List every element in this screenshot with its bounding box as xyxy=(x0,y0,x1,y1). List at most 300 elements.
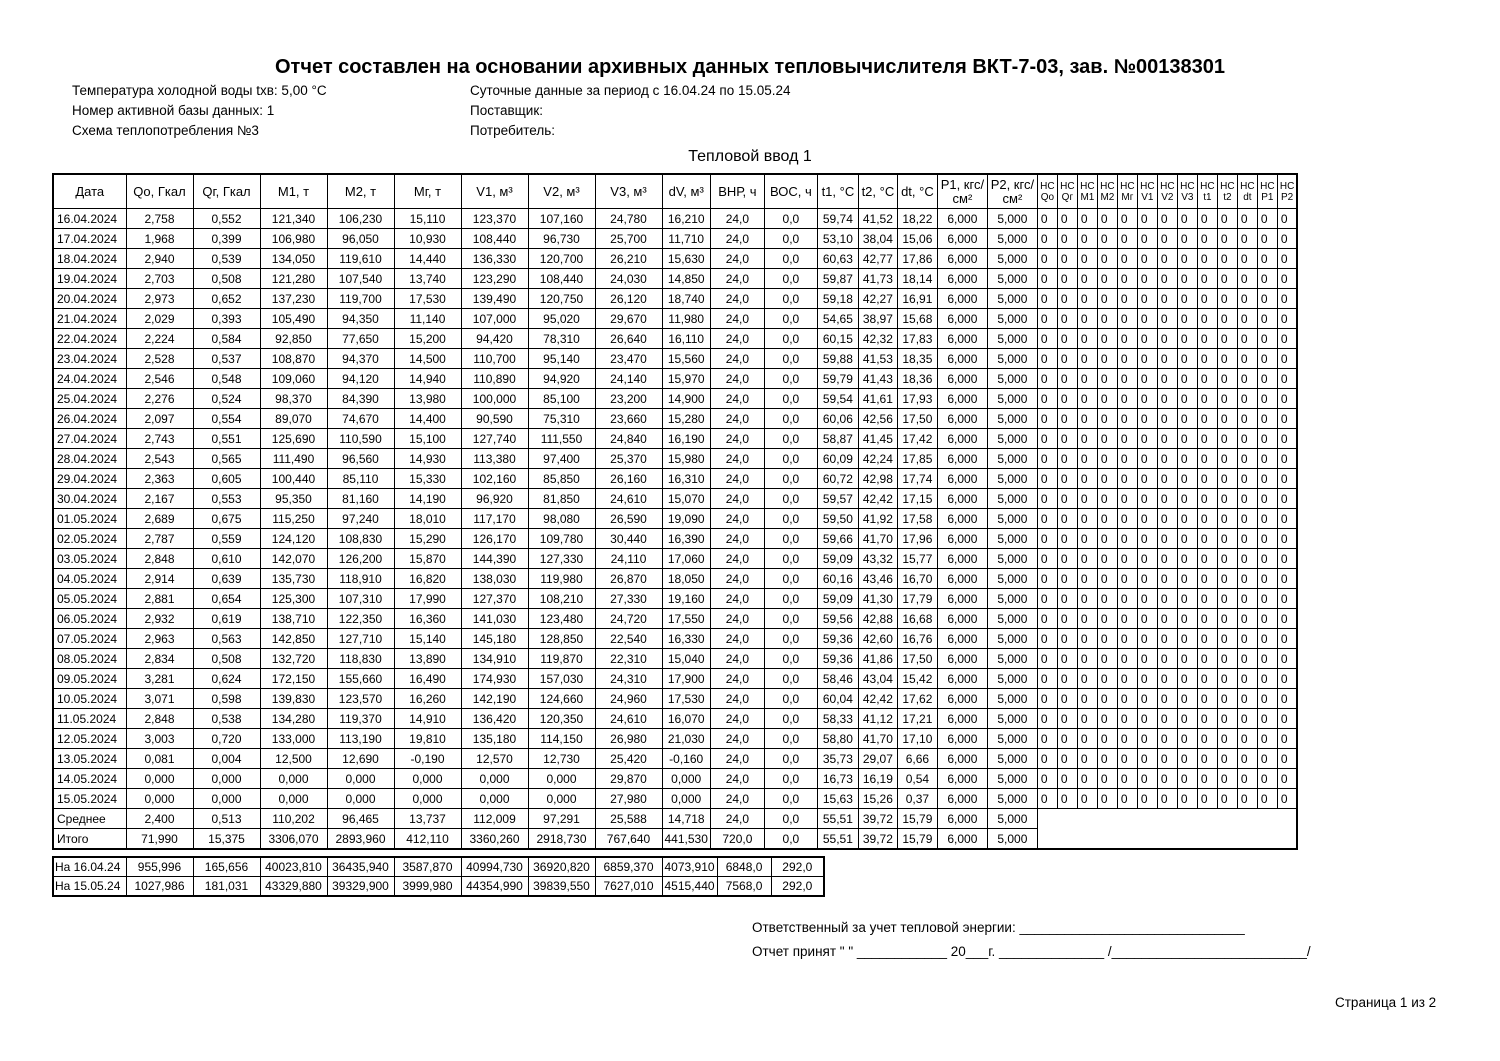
table-cell: 0 xyxy=(1177,589,1197,609)
table-cell: 15,200 xyxy=(394,329,461,349)
table-cell: 26.04.2024 xyxy=(53,409,126,429)
table-cell: 0 xyxy=(1197,289,1217,309)
table-cell: 0 xyxy=(1057,249,1077,269)
table-cell: 84,390 xyxy=(327,389,394,409)
table-cell: 0 xyxy=(1057,309,1077,329)
table-cell: 0 xyxy=(1217,429,1237,449)
table-cell: 0 xyxy=(1277,249,1297,269)
table-cell: 107,310 xyxy=(327,589,394,609)
table-row xyxy=(53,349,1297,369)
table-cell: 0 xyxy=(1237,349,1257,369)
table-cell: 2,940 xyxy=(126,249,193,269)
table-cell: 5,000 xyxy=(987,689,1037,709)
table-cell: 23,200 xyxy=(595,389,662,409)
table-cell: 0 xyxy=(1177,369,1197,389)
table-cell: 35,73 xyxy=(817,749,858,769)
table-cell: 0 xyxy=(1257,749,1277,769)
table-cell: 0 xyxy=(1157,409,1177,429)
table-cell: 100,440 xyxy=(260,469,327,489)
table-row xyxy=(53,269,1297,289)
table-cell: 74,670 xyxy=(327,409,394,429)
table-cell: 109,780 xyxy=(528,529,595,549)
table-cell: 0 xyxy=(1137,449,1157,469)
table-cell: 0 xyxy=(1237,709,1257,729)
table-cell: 6,000 xyxy=(937,249,987,269)
table-cell: 11,980 xyxy=(662,309,710,329)
table-cell: 18,050 xyxy=(662,569,710,589)
report-accepted-line: Отчет принят " " ____________ 20___г. ______________ /__________________________/ xyxy=(752,944,1311,959)
table-cell: 0,553 xyxy=(193,489,260,509)
table-cell: 17,42 xyxy=(897,429,937,449)
column-header: ВОС, ч xyxy=(764,174,817,209)
table-cell: 29.04.2024 xyxy=(53,469,126,489)
column-header: НС dt xyxy=(1237,174,1257,209)
table-cell: 17,62 xyxy=(897,689,937,709)
table-row xyxy=(53,549,1297,569)
table-cell: 24,0 xyxy=(710,529,764,549)
table-cell: 0 xyxy=(1117,549,1137,569)
table-cell: 6,000 xyxy=(937,569,987,589)
table-cell: 41,92 xyxy=(858,509,897,529)
table-cell: 165,656 xyxy=(193,857,260,877)
table-cell: 42,77 xyxy=(858,249,897,269)
table-row xyxy=(53,309,1297,329)
table-cell: 0 xyxy=(1237,289,1257,309)
table-cell: 24,0 xyxy=(710,449,764,469)
table-cell: 0 xyxy=(1177,309,1197,329)
table-cell: 0 xyxy=(1197,569,1217,589)
table-cell: 42,56 xyxy=(858,409,897,429)
table-row xyxy=(53,669,1297,689)
table-cell: 42,24 xyxy=(858,449,897,469)
table-cell: 135,730 xyxy=(260,569,327,589)
column-header: P1, кгс/см² xyxy=(937,174,987,209)
table-cell: 0 xyxy=(1237,309,1257,329)
table-cell: 41,43 xyxy=(858,369,897,389)
table-cell: 0 xyxy=(1097,749,1117,769)
table-cell: 15,330 xyxy=(394,469,461,489)
table-cell: 6,000 xyxy=(937,269,987,289)
table-cell: 5,000 xyxy=(987,729,1037,749)
table-cell: 0 xyxy=(1097,249,1117,269)
table-cell: 0 xyxy=(1157,729,1177,749)
table-cell: 0 xyxy=(1077,549,1097,569)
table-cell: 24,840 xyxy=(595,429,662,449)
totalizer-body xyxy=(53,857,824,896)
table-cell: 0 xyxy=(1037,769,1057,789)
table-cell: 0 xyxy=(1277,429,1297,449)
table-cell: 0 xyxy=(1037,749,1057,769)
table-cell: 0 xyxy=(1197,509,1217,529)
table-cell: 0,000 xyxy=(260,769,327,789)
table-cell: 0,554 xyxy=(193,409,260,429)
table-cell: 0 xyxy=(1137,309,1157,329)
table-cell: 0 xyxy=(1137,549,1157,569)
table-cell: 0 xyxy=(1117,349,1137,369)
table-cell: 16,19 xyxy=(858,769,897,789)
table-cell: 92,850 xyxy=(260,329,327,349)
table-cell: 0 xyxy=(1037,629,1057,649)
table-cell: 0 xyxy=(1277,229,1297,249)
column-header: Qг, Гкал xyxy=(193,174,260,209)
consumption-scheme: Схема теплопотребления №3 xyxy=(72,123,259,138)
table-cell: 0 xyxy=(1057,689,1077,709)
table-cell: 22,310 xyxy=(595,649,662,669)
table-cell: 155,660 xyxy=(327,669,394,689)
table-cell: 0 xyxy=(1217,349,1237,369)
table-cell: 15,77 xyxy=(897,549,937,569)
table-cell: 0 xyxy=(1277,449,1297,469)
table-cell: 0 xyxy=(1057,649,1077,669)
table-cell: 123,290 xyxy=(461,269,528,289)
table-cell: 59,88 xyxy=(817,349,858,369)
table-cell: 3,003 xyxy=(126,729,193,749)
table-cell: 127,370 xyxy=(461,589,528,609)
table-cell: 16,820 xyxy=(394,569,461,589)
table-cell: 5,000 xyxy=(987,669,1037,689)
table-cell: 0,0 xyxy=(764,789,817,809)
table-cell: 0 xyxy=(1077,629,1097,649)
table-cell: 132,720 xyxy=(260,649,327,669)
table-cell: 0 xyxy=(1077,489,1097,509)
table-cell: 13.05.2024 xyxy=(53,749,126,769)
table-cell: 60,06 xyxy=(817,409,858,429)
table-cell: 42,98 xyxy=(858,469,897,489)
table-cell: 0 xyxy=(1137,629,1157,649)
table-cell: 21.04.2024 xyxy=(53,309,126,329)
table-cell: 0 xyxy=(1257,589,1277,609)
table-cell: 0 xyxy=(1277,289,1297,309)
table-cell: 0 xyxy=(1117,209,1137,229)
table-cell: 0,000 xyxy=(394,769,461,789)
table-cell: 60,04 xyxy=(817,689,858,709)
table-cell: 0 xyxy=(1237,589,1257,609)
table-cell: 0 xyxy=(1257,269,1277,289)
table-cell: 16,310 xyxy=(662,469,710,489)
table-cell: 0 xyxy=(1057,409,1077,429)
table-cell: 16,210 xyxy=(662,209,710,229)
table-cell: 14,910 xyxy=(394,709,461,729)
table-cell: На 16.04.24 xyxy=(53,857,126,877)
table-cell: 43329,880 xyxy=(260,877,327,897)
table-cell: 94,350 xyxy=(327,309,394,329)
table-cell: 0 xyxy=(1237,649,1257,669)
table-cell: 0,0 xyxy=(764,369,817,389)
table-cell: 16,190 xyxy=(662,429,710,449)
table-cell: 0 xyxy=(1037,329,1057,349)
table-cell: 0 xyxy=(1197,229,1217,249)
table-cell: 24,0 xyxy=(710,289,764,309)
table-cell: 03.05.2024 xyxy=(53,549,126,569)
table-cell: 41,30 xyxy=(858,589,897,609)
table-cell: На 15.05.24 xyxy=(53,877,126,897)
table-cell: 0 xyxy=(1117,729,1137,749)
column-header: P2, кгс/см² xyxy=(987,174,1037,209)
table-cell: 30,440 xyxy=(595,529,662,549)
table-cell: 90,590 xyxy=(461,409,528,429)
table-cell: 13,740 xyxy=(394,269,461,289)
table-cell: 0,54 xyxy=(897,769,937,789)
table-cell: 24,0 xyxy=(710,489,764,509)
table-header-row xyxy=(53,174,1297,209)
table-cell: 0 xyxy=(1057,369,1077,389)
table-cell: 0,0 xyxy=(764,529,817,549)
table-cell: 0 xyxy=(1217,329,1237,349)
table-cell: 0,0 xyxy=(764,409,817,429)
table-cell: 0 xyxy=(1257,329,1277,349)
table-row xyxy=(53,369,1297,389)
table-cell: 15,79 xyxy=(897,809,937,829)
table-cell: 6,000 xyxy=(937,209,987,229)
table-cell: 24,030 xyxy=(595,269,662,289)
table-cell: 0 xyxy=(1257,449,1277,469)
table-cell: 58,33 xyxy=(817,709,858,729)
table-cell: 94,120 xyxy=(327,369,394,389)
table-cell: 106,980 xyxy=(260,229,327,249)
table-cell: 0 xyxy=(1237,669,1257,689)
table-cell: 0 xyxy=(1097,629,1117,649)
table-cell: 0 xyxy=(1057,769,1077,789)
table-cell: 0 xyxy=(1097,609,1117,629)
table-cell: 119,700 xyxy=(327,289,394,309)
table-cell: 0,000 xyxy=(126,789,193,809)
table-cell: 125,300 xyxy=(260,589,327,609)
table-cell: 955,996 xyxy=(126,857,193,877)
table-cell: 0 xyxy=(1117,629,1137,649)
table-cell: 2,167 xyxy=(126,489,193,509)
empty-cell xyxy=(1097,829,1117,850)
table-cell: 3,071 xyxy=(126,689,193,709)
table-cell: 25.04.2024 xyxy=(53,389,126,409)
table-cell: 0,000 xyxy=(260,789,327,809)
table-cell: 5,000 xyxy=(987,609,1037,629)
table-cell: 24,0 xyxy=(710,209,764,229)
table-cell: 2,528 xyxy=(126,349,193,369)
table-cell: 0,0 xyxy=(764,509,817,529)
table-cell: 0 xyxy=(1197,429,1217,449)
table-cell: 0,0 xyxy=(764,809,817,829)
table-cell: 0 xyxy=(1037,529,1057,549)
table-cell: 0 xyxy=(1137,669,1157,689)
daily-data-body xyxy=(53,209,1297,850)
table-row xyxy=(53,289,1297,309)
table-cell: 0 xyxy=(1197,649,1217,669)
table-cell: 17.04.2024 xyxy=(53,229,126,249)
table-cell: 0 xyxy=(1117,369,1137,389)
table-cell: 6,000 xyxy=(937,789,987,809)
table-cell: 0,000 xyxy=(461,789,528,809)
table-cell: 15,68 xyxy=(897,309,937,329)
empty-cell xyxy=(1057,809,1077,829)
table-cell: 24,0 xyxy=(710,229,764,249)
table-cell: 08.05.2024 xyxy=(53,649,126,669)
table-cell: 0 xyxy=(1157,529,1177,549)
table-cell: 0 xyxy=(1097,529,1117,549)
table-cell: 24,0 xyxy=(710,569,764,589)
table-cell: 127,710 xyxy=(327,629,394,649)
table-cell: 0,0 xyxy=(764,269,817,289)
table-cell: 24,0 xyxy=(710,689,764,709)
table-cell: 0,539 xyxy=(193,249,260,269)
table-cell: 24,310 xyxy=(595,669,662,689)
table-cell: 0 xyxy=(1157,429,1177,449)
table-cell: 0 xyxy=(1037,209,1057,229)
table-cell: 6,000 xyxy=(937,609,987,629)
table-cell: 0 xyxy=(1157,349,1177,369)
table-cell: 54,65 xyxy=(817,309,858,329)
table-cell: 24,0 xyxy=(710,749,764,769)
table-cell: 0 xyxy=(1037,289,1057,309)
table-cell: 127,740 xyxy=(461,429,528,449)
table-row xyxy=(53,729,1297,749)
table-cell: 15,040 xyxy=(662,649,710,669)
table-cell: 134,050 xyxy=(260,249,327,269)
table-cell: 39,72 xyxy=(858,809,897,829)
table-cell: 0,0 xyxy=(764,729,817,749)
table-cell: 0 xyxy=(1037,649,1057,669)
table-cell: 24,0 xyxy=(710,649,764,669)
table-cell: 0 xyxy=(1077,249,1097,269)
empty-cell xyxy=(1277,809,1297,829)
table-cell: 108,210 xyxy=(528,589,595,609)
table-cell: 59,50 xyxy=(817,509,858,529)
table-row xyxy=(53,249,1297,269)
table-cell: 6,000 xyxy=(937,369,987,389)
table-cell: 29,870 xyxy=(595,769,662,789)
table-cell: 15,280 xyxy=(662,409,710,429)
table-cell: 0 xyxy=(1037,589,1057,609)
empty-cell xyxy=(1237,809,1257,829)
table-cell: 0 xyxy=(1037,449,1057,469)
table-cell: 0,537 xyxy=(193,349,260,369)
table-cell: 0 xyxy=(1177,629,1197,649)
table-cell: 0,0 xyxy=(764,609,817,629)
table-cell: 0 xyxy=(1277,309,1297,329)
table-cell: 0 xyxy=(1097,489,1117,509)
table-cell: 20.04.2024 xyxy=(53,289,126,309)
table-cell: 38,04 xyxy=(858,229,897,249)
table-cell: 17,060 xyxy=(662,549,710,569)
table-cell: 24,0 xyxy=(710,769,764,789)
table-cell: 14,850 xyxy=(662,269,710,289)
table-cell: 0 xyxy=(1197,209,1217,229)
table-cell: 0 xyxy=(1157,789,1177,809)
table-cell: 0 xyxy=(1137,269,1157,289)
table-cell: 0 xyxy=(1257,609,1277,629)
table-cell: 0 xyxy=(1137,569,1157,589)
empty-cell xyxy=(1077,809,1097,829)
table-cell: 111,490 xyxy=(260,449,327,469)
table-cell: 21,030 xyxy=(662,729,710,749)
table-cell: 5,000 xyxy=(987,769,1037,789)
table-cell: 113,190 xyxy=(327,729,394,749)
table-cell: 5,000 xyxy=(987,649,1037,669)
table-cell: 0 xyxy=(1117,649,1137,669)
table-cell: 0 xyxy=(1217,449,1237,469)
table-cell: 0 xyxy=(1037,469,1057,489)
table-cell: 5,000 xyxy=(987,709,1037,729)
table-cell: 2,758 xyxy=(126,209,193,229)
table-cell: 0 xyxy=(1277,489,1297,509)
table-cell: 0,0 xyxy=(764,549,817,569)
table-cell: 0 xyxy=(1117,609,1137,629)
table-cell: 105,490 xyxy=(260,309,327,329)
table-cell: 0 xyxy=(1097,469,1117,489)
table-cell: 110,890 xyxy=(461,369,528,389)
empty-cell xyxy=(1157,829,1177,850)
table-cell: 02.05.2024 xyxy=(53,529,126,549)
table-cell: 0 xyxy=(1057,289,1077,309)
table-cell: 0 xyxy=(1077,289,1097,309)
table-cell: 85,100 xyxy=(528,389,595,409)
table-cell: 11.05.2024 xyxy=(53,709,126,729)
table-cell: 0,000 xyxy=(662,789,710,809)
table-cell: 0,0 xyxy=(764,289,817,309)
table-cell: 120,350 xyxy=(528,709,595,729)
table-cell: 6,000 xyxy=(937,409,987,429)
table-cell: 0 xyxy=(1057,349,1077,369)
table-row xyxy=(53,529,1297,549)
table-cell: 24,140 xyxy=(595,369,662,389)
table-cell: 0 xyxy=(1277,209,1297,229)
table-cell: 41,86 xyxy=(858,649,897,669)
table-cell: 0 xyxy=(1257,709,1277,729)
table-cell: 0,0 xyxy=(764,329,817,349)
table-cell: 0 xyxy=(1077,389,1097,409)
table-cell: 19,160 xyxy=(662,589,710,609)
table-cell: 0 xyxy=(1257,669,1277,689)
table-cell: 0 xyxy=(1217,269,1237,289)
table-cell: 0 xyxy=(1077,529,1097,549)
table-cell: 107,000 xyxy=(461,309,528,329)
table-cell: 16,360 xyxy=(394,609,461,629)
table-cell: 0 xyxy=(1257,769,1277,789)
table-cell: 767,640 xyxy=(595,829,662,850)
table-cell: 0 xyxy=(1097,589,1117,609)
table-cell: 0,508 xyxy=(193,269,260,289)
table-cell: 44354,990 xyxy=(461,877,528,897)
table-cell: 0,0 xyxy=(764,249,817,269)
table-cell: 110,700 xyxy=(461,349,528,369)
table-cell: 15,870 xyxy=(394,549,461,569)
table-cell: 15,980 xyxy=(662,449,710,469)
table-cell: 6,000 xyxy=(937,329,987,349)
table-cell: 5,000 xyxy=(987,409,1037,429)
table-cell: 17,83 xyxy=(897,329,937,349)
table-cell: 0,0 xyxy=(764,349,817,369)
table-cell: 0 xyxy=(1217,589,1237,609)
table-cell: 0 xyxy=(1257,209,1277,229)
totalizer-row xyxy=(53,857,824,877)
table-cell: 12,690 xyxy=(327,749,394,769)
table-cell: 15,970 xyxy=(662,369,710,389)
table-row xyxy=(53,409,1297,429)
table-cell: 136,420 xyxy=(461,709,528,729)
table-cell: 0 xyxy=(1217,389,1237,409)
table-cell: 16,390 xyxy=(662,529,710,549)
table-cell: 0 xyxy=(1257,549,1277,569)
table-cell: 59,36 xyxy=(817,649,858,669)
table-cell: 2,881 xyxy=(126,589,193,609)
table-cell: 59,54 xyxy=(817,389,858,409)
table-cell: 11,140 xyxy=(394,309,461,329)
table-cell: 0 xyxy=(1277,569,1297,589)
table-cell: 15,26 xyxy=(858,789,897,809)
empty-cell xyxy=(1177,809,1197,829)
table-cell: 60,16 xyxy=(817,569,858,589)
table-cell: 5,000 xyxy=(987,209,1037,229)
table-cell: 0 xyxy=(1177,789,1197,809)
